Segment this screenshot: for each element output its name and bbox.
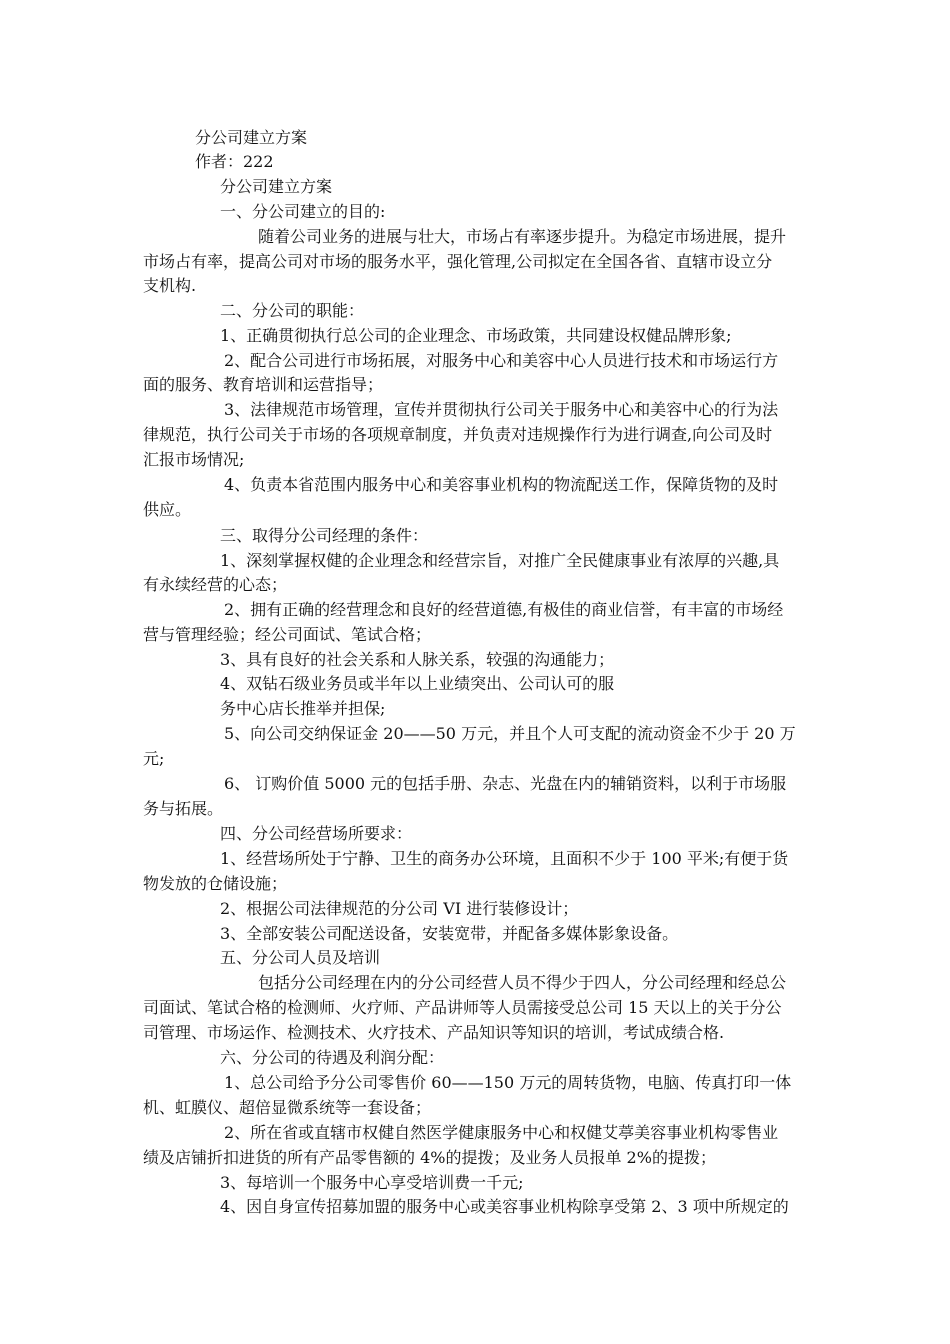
list-item-continuation: 物发放的仓储设施； <box>143 874 288 893</box>
header-title: 分公司建立方案 <box>195 128 308 147</box>
list-item-continuation: 营与管理经验；经公司面试、笔试合格； <box>143 625 432 644</box>
list-item: 6、 订购价值 5000 元的包括手册、杂志、光盘在内的辅销资料，以利于市场服 <box>224 774 787 793</box>
paragraph-line: 随着公司业务的进展与壮大，市场占有率逐步提升。为稳定市场进展，提升 <box>258 227 787 246</box>
paragraph-line: 市场占有率，提高公司对市场的服务水平，强化管理,公司拟定在全国各省、直辖市设立分 <box>143 252 773 271</box>
list-item-continuation: 务与拓展。 <box>143 799 224 818</box>
list-item: 5、向公司交纳保证金 20——50 万元，并且个人可支配的流动资金不少于 20 万 <box>224 724 796 743</box>
section-heading-2: 二、分公司的职能： <box>220 301 365 320</box>
list-item: 3、全部安装公司配送设备，安装宽带，并配备多媒体影象设备。 <box>220 924 679 943</box>
list-item-continuation: 元; <box>143 749 165 768</box>
list-item: 1、经营场所处于宁静、卫生的商务办公环境，且面积不少于 100 平米;有便于货 <box>220 849 789 868</box>
section-heading-4: 四、分公司经营场所要求： <box>220 824 413 843</box>
paragraph-line: 支机构. <box>143 276 197 295</box>
author-line: 作者：222 <box>195 152 274 171</box>
list-item: 2、根据公司法律规范的分公司 VI 进行装修设计； <box>220 899 579 918</box>
list-item: 2、所在省或直辖市权健自然医学健康服务中心和权健艾葶美容事业机构零售业 <box>224 1123 779 1142</box>
list-item: 3、具有良好的社会关系和人脉关系，较强的沟通能力； <box>220 650 615 669</box>
section-heading-3: 三、取得分公司经理的条件： <box>220 526 429 545</box>
list-item: 4、双钻石级业务员或半年以上业绩突出、公司认可的服 <box>220 674 615 693</box>
list-item: 4、因自身宣传招募加盟的服务中心或美容事业机构除享受第 2、3 项中所规定的 <box>220 1197 789 1216</box>
list-item-continuation: 务中心店长推举并担保; <box>220 699 386 718</box>
list-item: 3、法律规范市场管理，宣传并贯彻执行公司关于服务中心和美容中心的行为法 <box>224 400 779 419</box>
list-item: 2、拥有正确的经营理念和良好的经营道德,有极佳的商业信誉，有丰富的市场经 <box>224 600 784 619</box>
paragraph-line: 包括分公司经理在内的分公司经营人员不得少于四人，分公司经理和经总公 <box>258 973 787 992</box>
document-title: 分公司建立方案 <box>220 177 333 196</box>
section-heading-1: 一、分公司建立的目的: <box>220 202 386 221</box>
list-item-continuation: 绩及店铺折扣进货的所有产品零售额的 4%的提拨；及业务人员报单 2%的提拨； <box>143 1148 716 1167</box>
list-item: 3、每培训一个服务中心享受培训费一千元; <box>220 1173 524 1192</box>
section-heading-6: 六、分公司的待遇及利润分配： <box>220 1048 445 1067</box>
list-item: 1、深刻掌握权健的企业理念和经营宗旨，对推广全民健康事业有浓厚的兴趣,具 <box>220 551 780 570</box>
list-item-continuation: 汇报市场情况; <box>143 450 245 469</box>
list-item: 1、总公司给予分公司零售价 60——150 万元的周转货物，电脑、传真打印一体 <box>224 1073 792 1092</box>
list-item: 1、正确贯彻执行总公司的企业理念、市场政策，共同建设权健品牌形象; <box>220 326 732 345</box>
list-item-continuation: 机、虹膜仪、超倍显微系统等一套设备； <box>143 1098 432 1117</box>
paragraph-line: 司面试、笔试合格的检测师、火疗师、产品讲师等人员需接受总公司 15 天以上的关于分公 <box>143 998 782 1017</box>
section-heading-5: 五、分公司人员及培训 <box>220 948 381 967</box>
list-item-continuation: 律规范，执行公司关于市场的各项规章制度，并负责对违规操作行为进行调查,向公司及时 <box>143 425 773 444</box>
paragraph-line: 司管理、市场运作、检测技术、火疗技术、产品知识等知识的培训，考试成绩合格. <box>143 1023 725 1042</box>
list-item: 4、负责本省范围内服务中心和美容事业机构的物流配送工作，保障货物的及时 <box>224 475 779 494</box>
list-item-continuation: 面的服务、教育培训和运营指导； <box>143 375 384 394</box>
list-item: 2、配合公司进行市场拓展，对服务中心和美容中心人员进行技术和市场运行方 <box>224 351 779 370</box>
list-item-continuation: 供应。 <box>143 500 192 519</box>
list-item-continuation: 有永续经营的心态； <box>143 575 288 594</box>
